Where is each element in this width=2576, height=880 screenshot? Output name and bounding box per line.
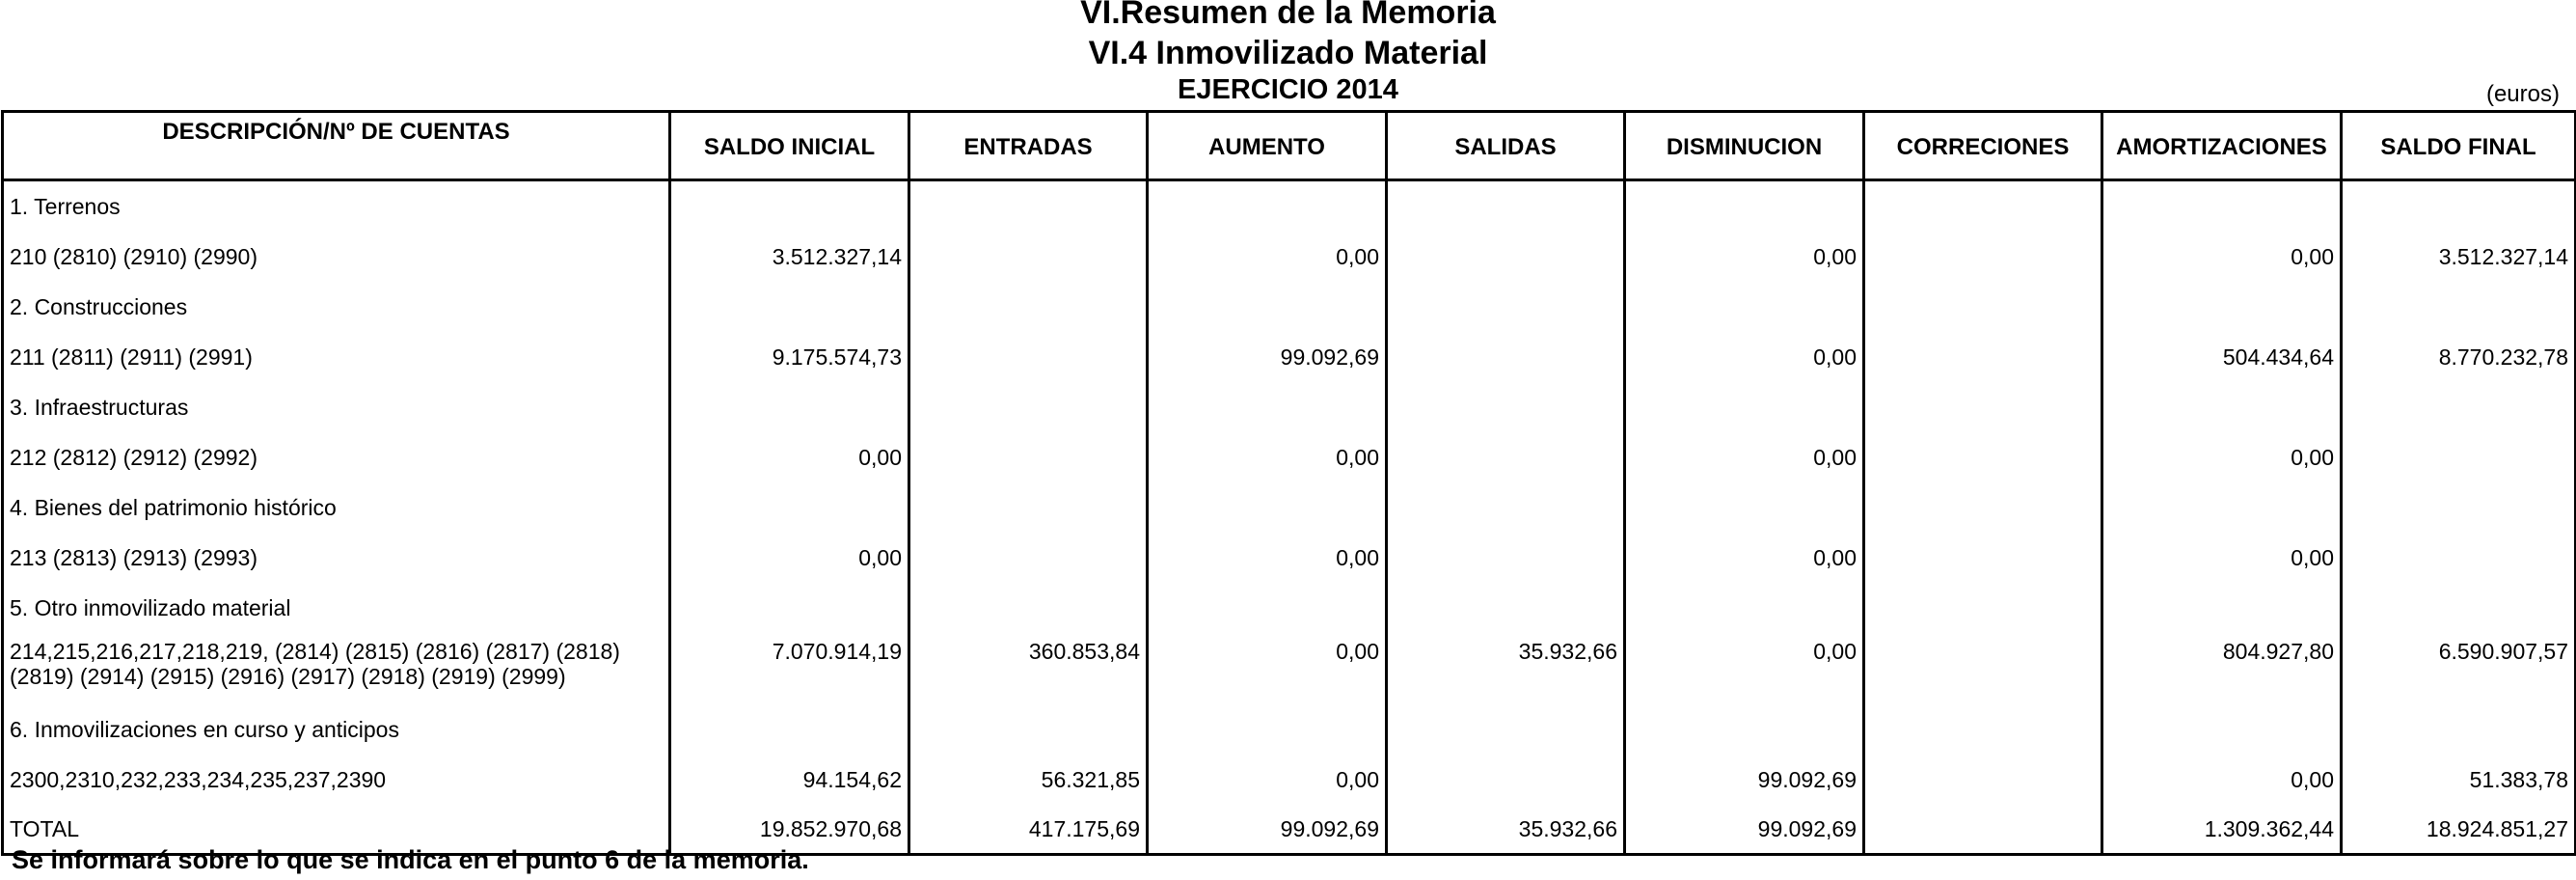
table-row (3, 332, 2576, 382)
row-description: 5. Otro inmovilizado material (3, 583, 670, 633)
cell-aumento (1148, 482, 1387, 533)
total-saldo-inicial: 19.852.970,68 (670, 805, 909, 855)
table-row (3, 232, 2576, 282)
cell-aumento (1148, 282, 1387, 332)
cell-correciones (1864, 332, 2102, 382)
cell-aumento: 0,00 (1148, 432, 1387, 482)
cell-aumento: 0,00 (1148, 533, 1387, 583)
cell-disminucion: 0,00 (1625, 332, 1864, 382)
row-description: 2. Construcciones (3, 282, 670, 332)
cell-saldo-final (2342, 482, 2576, 533)
table-body (3, 180, 2576, 855)
cell-salidas (1387, 755, 1625, 805)
cell-aumento: 0,00 (1148, 755, 1387, 805)
cell-correciones (1864, 533, 2102, 583)
cell-entradas (909, 583, 1148, 633)
cell-saldo-final (2342, 180, 2576, 233)
row-description: 1. Terrenos (3, 180, 670, 233)
cell-entradas (909, 232, 1148, 282)
table-row (3, 180, 2576, 233)
cell-saldo-inicial: 3.512.327,14 (670, 232, 909, 282)
cell-saldo-final: 8.770.232,78 (2342, 332, 2576, 382)
cell-aumento: 99.092,69 (1148, 332, 1387, 382)
cell-saldo-final (2342, 704, 2576, 755)
cell-saldo-inicial: 9.175.574,73 (670, 332, 909, 382)
total-aumento: 99.092,69 (1148, 805, 1387, 855)
cell-salidas (1387, 332, 1625, 382)
cell-correciones (1864, 633, 2102, 704)
table-row (3, 755, 2576, 805)
cell-amortizaciones: 0,00 (2102, 533, 2342, 583)
cell-saldo-inicial (670, 180, 909, 233)
table-row (3, 482, 2576, 533)
cell-saldo-inicial: 0,00 (670, 432, 909, 482)
cell-correciones (1864, 232, 2102, 282)
column-header-correciones: CORRECIONES (1864, 112, 2102, 180)
cell-salidas (1387, 232, 1625, 282)
cell-amortizaciones (2102, 180, 2342, 233)
row-description: 210 (2810) (2910) (2990) (3, 232, 670, 282)
column-header-entradas: ENTRADAS (909, 112, 1148, 180)
cell-amortizaciones (2102, 583, 2342, 633)
cell-correciones (1864, 432, 2102, 482)
row-description: 211 (2811) (2911) (2991) (3, 332, 670, 382)
cell-correciones (1864, 382, 2102, 432)
footnote: Se informará sobre lo que se indica en el punto 6 de la memoria. (12, 845, 809, 874)
column-header-amortizaciones: AMORTIZACIONES (2102, 112, 2342, 180)
cell-saldo-final (2342, 382, 2576, 432)
cell-salidas (1387, 704, 1625, 755)
cell-amortizaciones: 504.434,64 (2102, 332, 2342, 382)
cell-amortizaciones (2102, 382, 2342, 432)
table-row (3, 382, 2576, 432)
cell-disminucion: 0,00 (1625, 533, 1864, 583)
cell-correciones (1864, 282, 2102, 332)
column-header-aumento: AUMENTO (1148, 112, 1387, 180)
total-amortizaciones: 1.309.362,44 (2102, 805, 2342, 855)
cell-saldo-inicial (670, 482, 909, 533)
cell-correciones (1864, 755, 2102, 805)
cell-amortizaciones (2102, 282, 2342, 332)
cell-entradas (909, 533, 1148, 583)
table-row (3, 432, 2576, 482)
cell-saldo-inicial (670, 704, 909, 755)
table-header-row (3, 112, 2576, 180)
cell-saldo-inicial (670, 282, 909, 332)
cell-disminucion (1625, 704, 1864, 755)
cell-saldo-final (2342, 282, 2576, 332)
row-description: 6. Inmovilizaciones en curso y anticipos (3, 704, 670, 755)
cell-saldo-final: 6.590.907,57 (2342, 633, 2576, 704)
cell-disminucion: 0,00 (1625, 633, 1864, 704)
cell-amortizaciones: 0,00 (2102, 755, 2342, 805)
column-header-disminucion: DISMINUCION (1625, 112, 1864, 180)
cell-salidas (1387, 482, 1625, 533)
total-entradas: 417.175,69 (909, 805, 1148, 855)
row-description: 4. Bienes del patrimonio histórico (3, 482, 670, 533)
cell-salidas (1387, 382, 1625, 432)
cell-entradas (909, 282, 1148, 332)
total-salidas: 35.932,66 (1387, 805, 1625, 855)
cell-salidas: 35.932,66 (1387, 633, 1625, 704)
total-saldo-final: 18.924.851,27 (2342, 805, 2576, 855)
cell-correciones (1864, 482, 2102, 533)
cell-amortizaciones: 0,00 (2102, 232, 2342, 282)
cell-entradas (909, 382, 1148, 432)
cell-amortizaciones (2102, 482, 2342, 533)
cell-entradas: 360.853,84 (909, 633, 1148, 704)
cell-saldo-inicial: 94.154,62 (670, 755, 909, 805)
cell-aumento: 0,00 (1148, 633, 1387, 704)
table-row (3, 633, 2576, 704)
cell-disminucion (1625, 482, 1864, 533)
total-correciones (1864, 805, 2102, 855)
cell-saldo-inicial (670, 583, 909, 633)
cell-salidas (1387, 282, 1625, 332)
cell-disminucion: 99.092,69 (1625, 755, 1864, 805)
cell-saldo-final: 51.383,78 (2342, 755, 2576, 805)
cell-salidas (1387, 180, 1625, 233)
cell-saldo-inicial: 7.070.914,19 (670, 633, 909, 704)
cell-disminucion (1625, 382, 1864, 432)
table-row (3, 282, 2576, 332)
cell-salidas (1387, 583, 1625, 633)
cell-entradas (909, 432, 1148, 482)
cell-entradas (909, 180, 1148, 233)
cell-correciones (1864, 583, 2102, 633)
cell-amortizaciones: 0,00 (2102, 432, 2342, 482)
table-row (3, 704, 2576, 755)
total-disminucion: 99.092,69 (1625, 805, 1864, 855)
cell-disminucion: 0,00 (1625, 232, 1864, 282)
column-header-salidas: SALIDAS (1387, 112, 1625, 180)
cell-saldo-inicial: 0,00 (670, 533, 909, 583)
column-header-description: DESCRIPCIÓN/Nº DE CUENTAS (3, 112, 670, 180)
cell-aumento (1148, 583, 1387, 633)
table-row (3, 583, 2576, 633)
row-description: 2300,2310,232,233,234,235,237,2390 (3, 755, 670, 805)
cell-entradas (909, 332, 1148, 382)
cell-disminucion (1625, 180, 1864, 233)
cell-amortizaciones: 804.927,80 (2102, 633, 2342, 704)
currency-units: (euros) (2485, 81, 2560, 107)
table-row (3, 533, 2576, 583)
cell-correciones (1864, 704, 2102, 755)
cell-saldo-final (2342, 583, 2576, 633)
fixed-assets-table (1, 110, 2576, 856)
row-description: 3. Infraestructuras (3, 382, 670, 432)
cell-entradas (909, 482, 1148, 533)
exercise-year: EJERCICIO 2014 (1178, 74, 1398, 105)
cell-aumento (1148, 382, 1387, 432)
cell-saldo-inicial (670, 382, 909, 432)
column-header-saldo-inicial: SALDO INICIAL (670, 112, 909, 180)
cell-saldo-final (2342, 533, 2576, 583)
cell-entradas: 56.321,85 (909, 755, 1148, 805)
cell-aumento: 0,00 (1148, 232, 1387, 282)
cell-salidas (1387, 533, 1625, 583)
report-subtitle: VI.4 Inmovilizado Material (1088, 35, 1488, 71)
cell-disminucion (1625, 583, 1864, 633)
cell-entradas (909, 704, 1148, 755)
cell-aumento (1148, 180, 1387, 233)
row-description: 213 (2813) (2913) (2993) (3, 533, 670, 583)
report-title: VI.Resumen de la Memoria (1080, 0, 1496, 31)
row-description: 214,215,216,217,218,219, (2814) (2815) (2816) (2817) (2818) (2819) (2914) (2915) (2916) (2917) (2918) (2919) (2999) (3, 633, 670, 704)
cell-amortizaciones (2102, 704, 2342, 755)
cell-disminucion (1625, 282, 1864, 332)
total-label: TOTAL (3, 805, 670, 855)
cell-disminucion: 0,00 (1625, 432, 1864, 482)
cell-saldo-final: 3.512.327,14 (2342, 232, 2576, 282)
row-description: 212 (2812) (2912) (2992) (3, 432, 670, 482)
cell-correciones (1864, 180, 2102, 233)
column-header-saldo-final: SALDO FINAL (2342, 112, 2576, 180)
cell-salidas (1387, 432, 1625, 482)
cell-aumento (1148, 704, 1387, 755)
cell-saldo-final (2342, 432, 2576, 482)
